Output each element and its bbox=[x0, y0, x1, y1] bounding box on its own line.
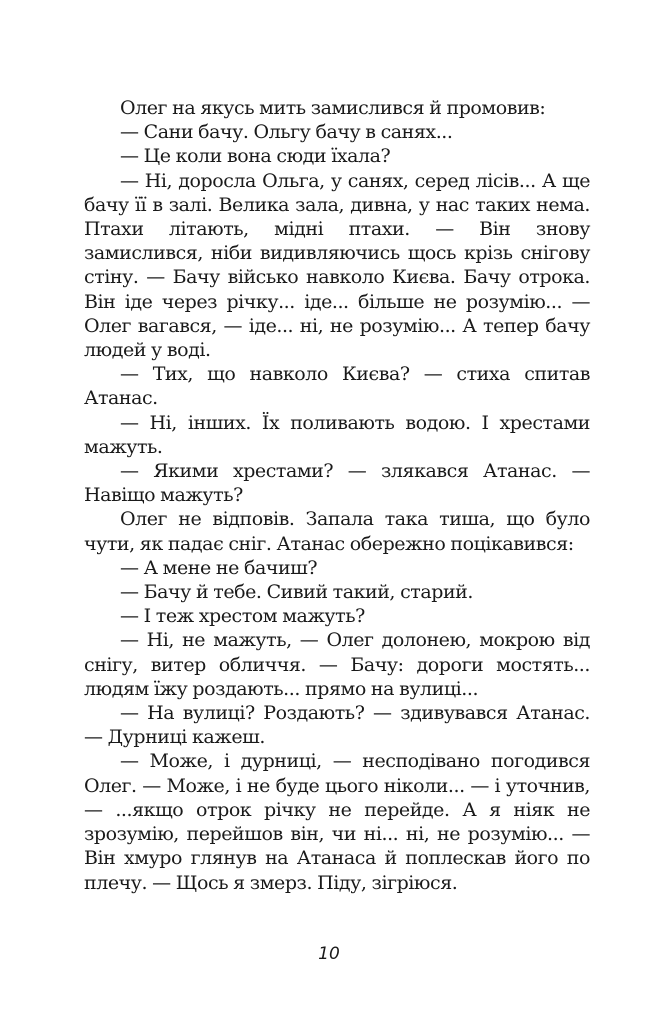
paragraph-2: — Сани бачу. Ольгу бачу в санях... bbox=[120, 121, 453, 144]
paragraph-1: Олег на якусь мить замислився й промовив: bbox=[120, 97, 546, 119]
paragraph-13: — На вулиці? Роздають? — здивувався Атанас. — Дурниці кажеш. bbox=[84, 702, 590, 749]
paragraph-12: — Ні, не мажуть, — Олег долонею, мокрою від снігу, витер обличчя. — Бачу: дороги мостять... людям їжу роздають... прямо на вулиці... bbox=[84, 629, 590, 700]
paragraph-11: — І теж хрестом мажуть? bbox=[120, 605, 365, 628]
paragraph-3: — Це коли вона сюди їхала? bbox=[120, 145, 391, 168]
paragraph-7: — Якими хрестами? — злякався Атанас. — Навіщо мажуть? bbox=[84, 460, 590, 507]
paragraph-14: — Може, і дурниці, — несподівано погодився Олег. — Може, і не буде цього ніколи... — і уточнив, — ...якщо отрок річку не перейде. А я ніяк не зрозумію, перейшов він, чи ні... ні, не розумію... — Він хмуро глянув на Атанаса й поплескав його по плечу. — Щось я змерз. Піду, зігріюся. bbox=[84, 750, 590, 894]
paragraph-9: — А мене не бачиш? bbox=[120, 556, 318, 579]
paragraph-5: — Тих, що навколо Києва? — стиха спитав Атанас. bbox=[84, 363, 590, 410]
page-number: 10 bbox=[318, 944, 340, 964]
paragraph-6: — Ні, інших. Їх поливають водою. І хрестами мажуть. bbox=[84, 411, 590, 458]
body-text bbox=[84, 96, 590, 895]
paragraph-4: — Ні, доросла Ольга, у санях, серед лісів... А ще бачу її в залі. Велика зала, дивна, у нас таких нема. Птахи літають, мідні птахи. — Він знову замислився, ніби видивляючись щось крізь снігову стіну. — Бачу військо навколо Києва. Бачу отрока. Він іде через річку... іде... більше не розумію... — Олег вагався, — іде... ні, не розумію... А тепер бачу людей у воді. bbox=[84, 169, 590, 362]
paragraph-8: Олег не відповів. Запала така тиша, що було чути, як падає сніг. Атанас обережно поцікавився: bbox=[84, 508, 590, 555]
paragraph-10: — Бачу й тебе. Сивий такий, старий. bbox=[120, 581, 473, 604]
